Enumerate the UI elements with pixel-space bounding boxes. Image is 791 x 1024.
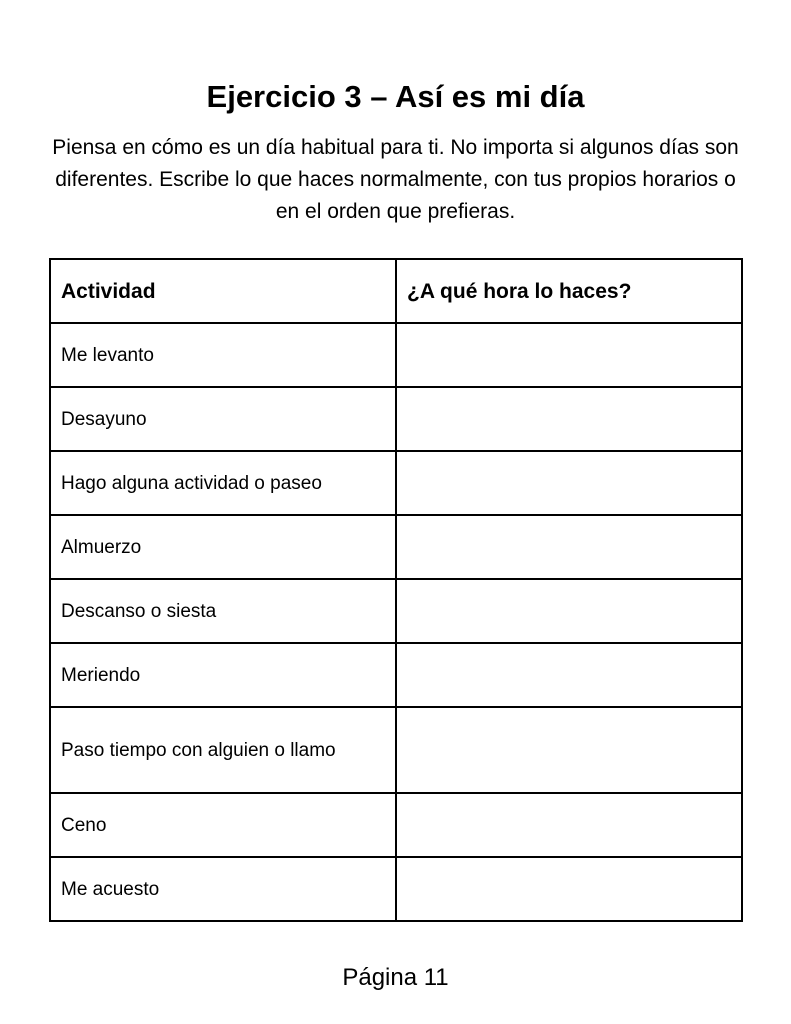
table-row <box>50 643 742 707</box>
table-row <box>50 387 742 451</box>
page-number: Página 11 <box>342 964 449 991</box>
time-answer-cell[interactable] <box>396 387 742 451</box>
table-row <box>50 515 742 579</box>
activity-cell: Hago alguna actividad o paseo <box>50 451 396 515</box>
activity-cell: Descanso o siesta <box>50 579 396 643</box>
table-header-row <box>50 259 742 323</box>
page-title: Ejercicio 3 – Así es mi día <box>206 79 585 114</box>
time-answer-cell[interactable] <box>396 515 742 579</box>
table-row <box>50 323 742 387</box>
table-row <box>50 857 742 921</box>
daily-routine-table <box>49 258 743 922</box>
time-answer-cell[interactable] <box>396 643 742 707</box>
activity-cell: Almuerzo <box>50 515 396 579</box>
time-answer-cell[interactable] <box>396 707 742 793</box>
activity-cell: Me levanto <box>50 323 396 387</box>
table-row <box>50 793 742 857</box>
time-answer-cell[interactable] <box>396 579 742 643</box>
activity-cell: Paso tiempo con alguien o llamo <box>50 707 396 793</box>
time-answer-cell[interactable] <box>396 323 742 387</box>
column-header-time: ¿A qué hora lo haces? <box>396 259 742 323</box>
time-answer-cell[interactable] <box>396 857 742 921</box>
time-answer-cell[interactable] <box>396 451 742 515</box>
activity-cell: Meriendo <box>50 643 396 707</box>
activity-cell: Ceno <box>50 793 396 857</box>
time-answer-cell[interactable] <box>396 793 742 857</box>
instructions-paragraph: Piensa en cómo es un día habitual para ti. No importa si algunos días son diferentes. Escribe lo que haces normalmente, con tus propios horarios o en el orden que prefieras. <box>52 136 739 223</box>
table-row <box>50 579 742 643</box>
activity-cell: Desayuno <box>50 387 396 451</box>
activity-cell: Me acuesto <box>50 857 396 921</box>
column-header-activity: Actividad <box>50 259 396 323</box>
table-row <box>50 451 742 515</box>
table-row <box>50 707 742 793</box>
